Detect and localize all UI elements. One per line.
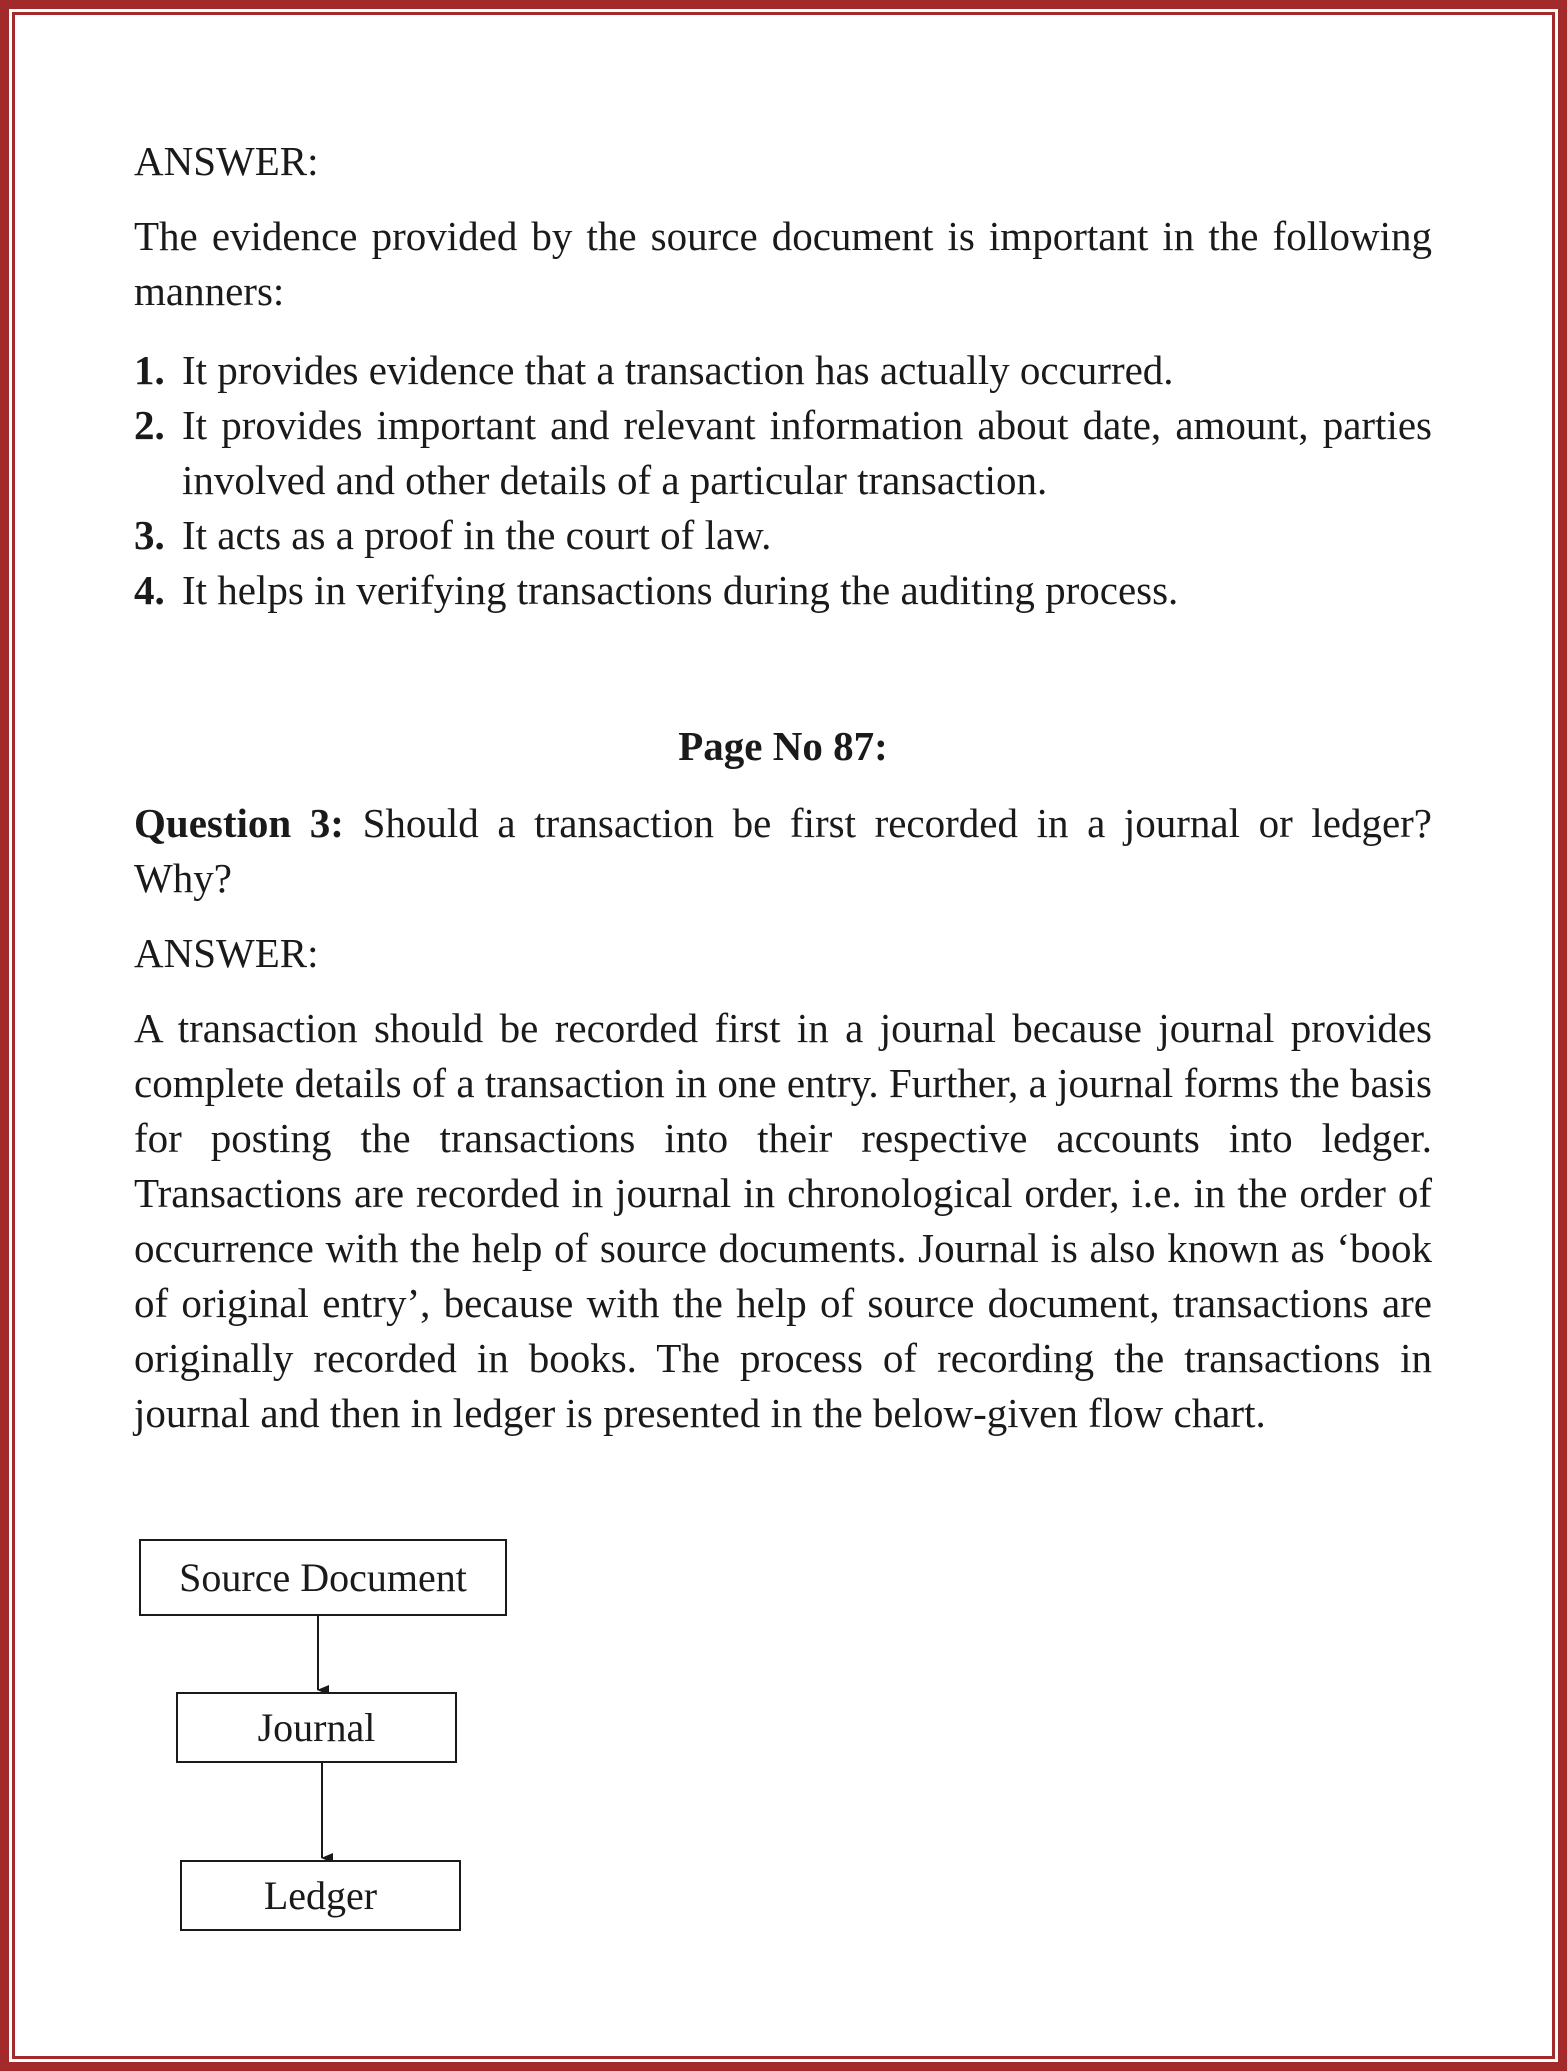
list-item (134, 343, 1432, 398)
list-item (134, 563, 1432, 618)
list-item (134, 508, 1432, 563)
page-number-heading: Page No 87: (678, 723, 888, 769)
list-item-text: It acts as a proof in the court of law. (182, 512, 772, 558)
list-item (134, 398, 1432, 508)
answer-heading-1: ANSWER: (134, 138, 319, 184)
evidence-list (134, 343, 1432, 618)
question-text: Should a transaction be first recorded in a journal or ledger? Why? (134, 800, 1432, 901)
flowchart-step-ledger: Ledger (180, 1860, 461, 1931)
flowchart-step-source-document: Source Document (139, 1539, 507, 1616)
question-section (134, 796, 1432, 1441)
list-item-text: It provides evidence that a transaction has actually occurred. (182, 347, 1174, 393)
answer-body: A transaction should be recorded first in a journal because journal provides complete details of a transaction in one entry. Further, a journal forms the basis for posting the transactions into their respective accounts into ledger. Transactions are recorded in journal in chronological order, i.e. in the order of occurrence with the help of source documents. Journal is also known as ‘book of original entry’, because with the help of source document, transactions are originally recorded in books. The process of recording the transactions in journal and then in ledger is presented in the below-given flow chart. (134, 1005, 1432, 1436)
list-item-number: 1. (134, 347, 165, 393)
question-label: Question 3: (134, 800, 344, 846)
list-item-text: It provides important and relevant information about date, amount, parties involved and other details of a particular transaction. (182, 402, 1432, 503)
list-item-text: It helps in verifying transactions during the auditing process. (182, 567, 1179, 613)
answer-intro: The evidence provided by the source document is important in the following manners: (134, 213, 1432, 314)
question-3 (134, 796, 1432, 906)
flowchart-step-journal: Journal (176, 1692, 457, 1763)
list-item-number: 3. (134, 512, 165, 558)
list-item-number: 2. (134, 402, 165, 448)
answer-section-1 (134, 134, 1432, 618)
answer-heading-2: ANSWER: (134, 930, 319, 976)
list-item-number: 4. (134, 567, 165, 613)
